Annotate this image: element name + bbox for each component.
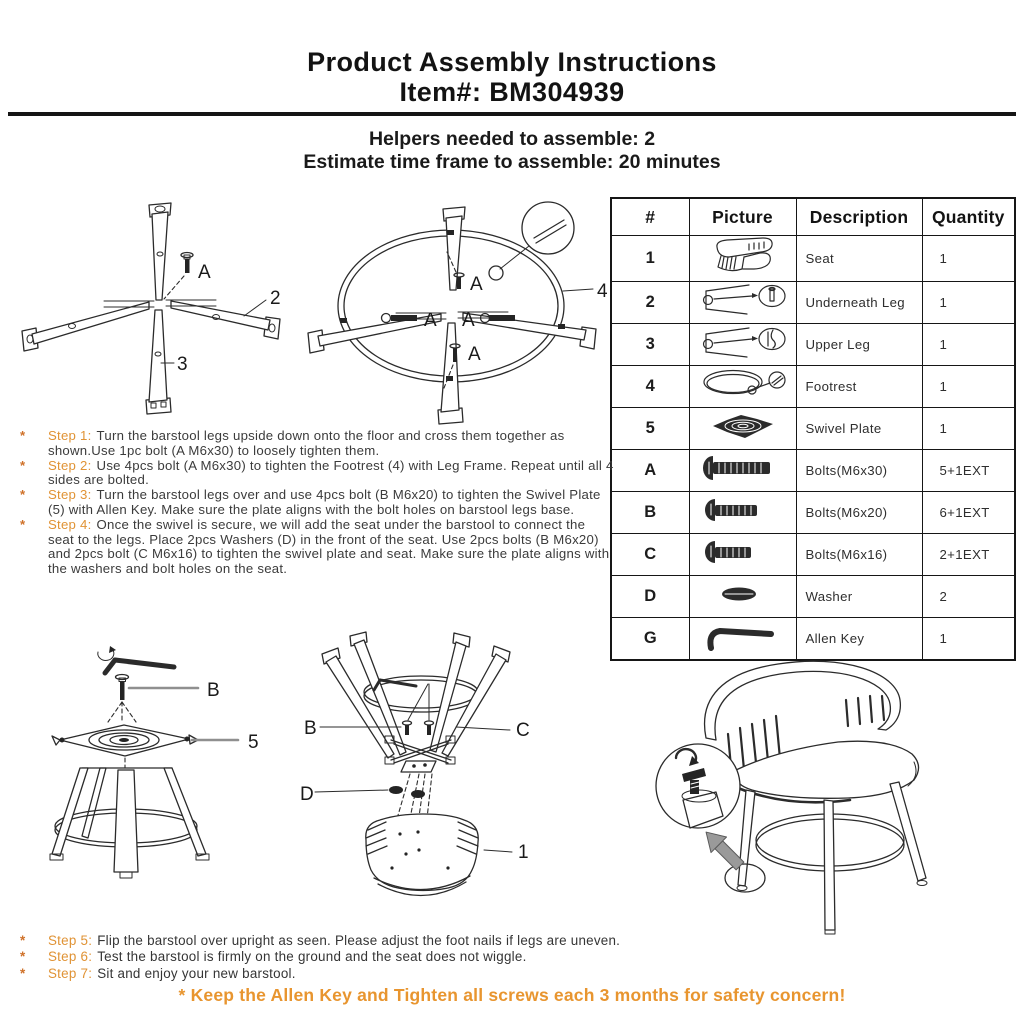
table-row — [611, 576, 1015, 618]
table-row — [611, 282, 1015, 324]
document-title: Product Assembly Instructions — [307, 47, 717, 77]
diagram-finished-barstool — [628, 638, 968, 938]
part-quantity: 1 — [922, 324, 1015, 366]
diagram-label-b: B — [304, 718, 317, 739]
step-3-text: Turn the barstool legs over and use 4pcs bolt (B M6x20) to tighten the Swivel Plate (5) with Allen Key. Make sure the plate aligns with the bolt holes on barstool legs base. — [48, 487, 601, 517]
step-1-text: Turn the barstool legs upside down onto the floor and cross them together as shown.Use 1pc bolt (A M6x30) to loosely tighten them. — [48, 428, 565, 458]
step-bullet: * — [20, 933, 26, 948]
part-id: 1 — [611, 236, 689, 282]
time-estimate-line: Estimate time frame to assemble: 20 minutes — [303, 151, 721, 173]
step-7-text: Sit and enjoy your new barstool. — [97, 965, 296, 981]
steps-1-4 — [13, 429, 614, 577]
step-5-text: Flip the barstool over upright as seen. Please adjust the foot nails if legs are uneven. — [97, 933, 621, 948]
washer-icon — [697, 576, 789, 612]
footer-safety-note: * Keep the Allen Key and Tighten all screws each 3 months for safety concern! — [178, 985, 846, 1005]
table-row — [611, 408, 1015, 450]
col-header-number: # — [611, 198, 689, 236]
parts-table-header-row — [611, 198, 1015, 236]
step-bullet: * — [20, 428, 26, 443]
diagram-label-3: 3 — [177, 354, 188, 375]
swivel-plate-icon — [697, 408, 789, 444]
step-3 — [13, 488, 614, 518]
bolt-short-icon — [697, 534, 789, 570]
helpers-needed-line: Helpers needed to assemble: 2 — [368, 128, 656, 150]
table-row — [611, 450, 1015, 492]
part-picture-cell — [689, 534, 796, 576]
step-bullet: * — [20, 949, 26, 965]
part-picture-cell — [689, 492, 796, 534]
part-description: Seat — [796, 236, 922, 282]
diagram-label-a-right: A — [462, 310, 475, 331]
part-description: Underneath Leg — [796, 282, 922, 324]
part-id: 2 — [611, 282, 689, 324]
bolt-medium-icon — [697, 492, 789, 528]
part-quantity: 1 — [922, 282, 1015, 324]
diagram-label-1: 1 — [518, 842, 529, 863]
step-7 — [13, 966, 1003, 982]
underneath-leg-icon — [697, 282, 789, 318]
diagram-label-a-bottom: A — [468, 344, 481, 365]
part-id: A — [611, 450, 689, 492]
part-quantity: 2+1EXT — [922, 534, 1015, 576]
part-description: Bolts(M6x30) — [796, 450, 922, 492]
part-picture-cell — [689, 366, 796, 408]
part-picture-cell — [689, 236, 796, 282]
step-3-label: Step 3: — [48, 487, 92, 503]
part-picture-cell — [689, 450, 796, 492]
part-quantity: 1 — [922, 408, 1015, 450]
part-id: 5 — [611, 408, 689, 450]
part-id: D — [611, 576, 689, 618]
diagram-label-a-left: A — [424, 310, 437, 331]
col-header-quantity: Quantity — [922, 198, 1015, 236]
page-title — [0, 47, 1024, 107]
step-1-label: Step 1: — [48, 428, 92, 443]
step-bullet: * — [20, 965, 26, 981]
parts-table — [610, 197, 1016, 661]
table-row — [611, 236, 1015, 282]
table-row — [611, 492, 1015, 534]
bolt-long-icon — [697, 450, 789, 486]
step-6-label: Step 6: — [48, 949, 93, 965]
steps-5-7 — [13, 933, 1003, 982]
part-id: C — [611, 534, 689, 576]
item-number: Item#: BM304939 — [399, 77, 625, 107]
part-description: Bolts(M6x20) — [796, 492, 922, 534]
diagram-label-5: 5 — [248, 732, 259, 753]
diagram-label-a: A — [198, 262, 211, 283]
diagram-swivel-plate-install — [22, 640, 277, 895]
upper-leg-icon — [697, 324, 789, 360]
step-2 — [13, 459, 614, 489]
step-4 — [13, 518, 614, 577]
divider-rule — [8, 112, 1016, 116]
part-description: Allen Key — [796, 618, 922, 661]
step-2-text: Use 4pcs bolt (A M6x30) to tighten the Footrest (4) with Leg Frame. Repeat until all 4 sides are bolted. — [48, 457, 614, 488]
part-id: B — [611, 492, 689, 534]
col-header-description: Description — [796, 198, 922, 236]
part-picture-cell — [689, 282, 796, 324]
part-quantity: 1 — [922, 366, 1015, 408]
step-6 — [13, 949, 1003, 965]
table-row — [611, 366, 1015, 408]
step-4-text: Once the swivel is secure, we will add the seat under the barstool to connect the seat to the legs. Place 2pcs Washers (D) in the front of the seat. Use 2pcs bolts (B M6x20) and 2pcs bolt (C M6x16) to tighten the swivel plate and seat. Make sure the plate aligns with the washers and bolt holes on the seat. — [48, 516, 610, 577]
diagram-seat-attach — [288, 628, 538, 898]
part-picture-cell — [689, 324, 796, 366]
diagram-label-4: 4 — [597, 281, 608, 302]
part-description: Footrest — [796, 366, 922, 408]
part-description: Upper Leg — [796, 324, 922, 366]
diagram-label-c: C — [516, 720, 530, 741]
part-id: 3 — [611, 324, 689, 366]
step-bullet: * — [20, 457, 26, 473]
col-header-picture: Picture — [689, 198, 796, 236]
part-quantity: 1 — [922, 236, 1015, 282]
part-id: 4 — [611, 366, 689, 408]
step-1 — [13, 429, 614, 459]
part-quantity: 5+1EXT — [922, 450, 1015, 492]
part-description: Bolts(M6x16) — [796, 534, 922, 576]
part-quantity: 2 — [922, 576, 1015, 618]
diagram-leg-frame-cross — [8, 192, 308, 430]
step-bullet: * — [20, 487, 26, 503]
table-row — [611, 534, 1015, 576]
step-5 — [13, 933, 1003, 949]
step-4-label: Step 4: — [48, 516, 92, 532]
part-quantity: 1 — [922, 618, 1015, 661]
assembly-summary — [0, 128, 1024, 174]
part-picture-cell — [689, 408, 796, 450]
part-description: Washer — [796, 576, 922, 618]
step-6-text: Test the barstool is firmly on the ground and the seat does not wiggle. — [97, 949, 527, 965]
diagram-label-b: B — [207, 680, 220, 701]
table-row — [611, 324, 1015, 366]
diagram-footrest-assembly — [296, 188, 610, 438]
part-description: Swivel Plate — [796, 408, 922, 450]
part-id: G — [611, 618, 689, 661]
step-bullet: * — [20, 516, 26, 532]
diagram-label-2: 2 — [270, 288, 281, 309]
diagram-label-a-top: A — [470, 274, 483, 295]
footrest-icon — [697, 366, 789, 402]
part-quantity: 6+1EXT — [922, 492, 1015, 534]
step-5-label: Step 5: — [48, 933, 93, 948]
step-7-label: Step 7: — [48, 965, 93, 981]
part-picture-cell — [689, 576, 796, 618]
step-2-label: Step 2: — [48, 457, 92, 473]
diagram-label-d: D — [300, 784, 314, 805]
seat-icon — [697, 236, 789, 276]
